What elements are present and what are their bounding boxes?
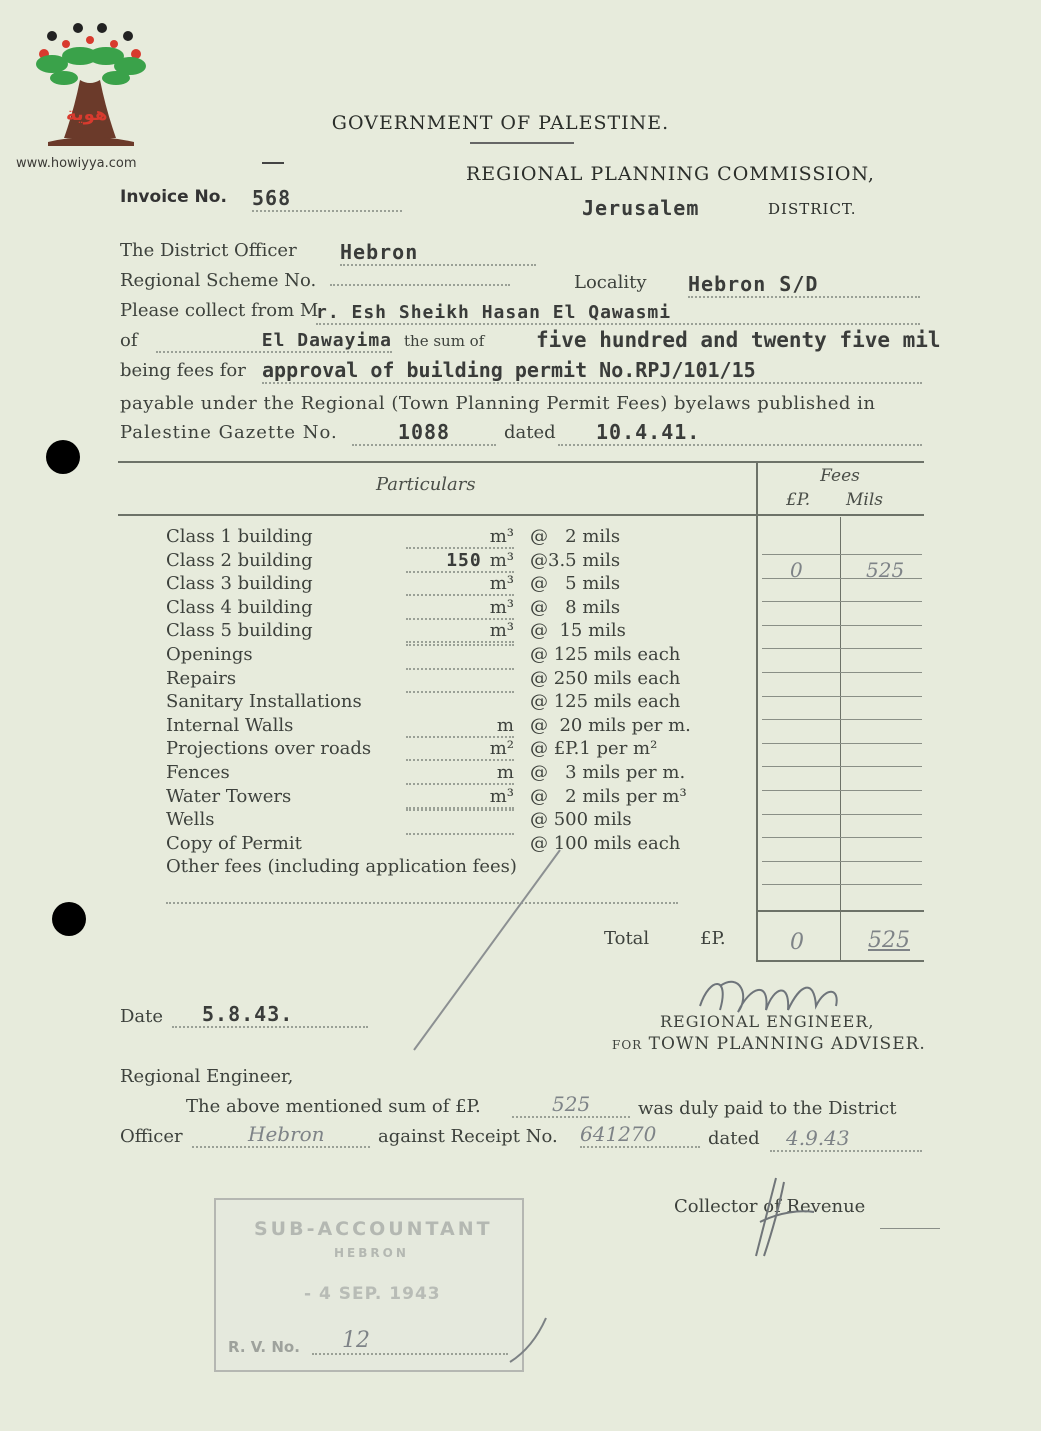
fee-item-quantity (406, 809, 514, 811)
total-mils: 525 (868, 928, 910, 953)
fee-item-rate: @ 250 mils each (530, 667, 681, 689)
fee-item-unit: m² (489, 738, 514, 760)
diagonal-strike (400, 840, 570, 1060)
fee-item-rate: @ 500 mils (530, 809, 632, 831)
stamp-rv-value: 12 (312, 1328, 508, 1355)
stamp-line-3: - 4 SEP. 1943 (304, 1284, 441, 1304)
fee-item-unit: m³ (489, 573, 514, 595)
fee-item-unit: m (496, 714, 514, 736)
fee-item-name: Sanitary Installations (166, 691, 362, 713)
receipt-date: 4.9.43 (770, 1126, 922, 1152)
fee-item-name: Fences (166, 762, 230, 783)
fee-item-rate: @ 2 mils (530, 526, 621, 547)
site-url: www.howiyya.com (16, 156, 137, 171)
fee-item-quantity (406, 526, 514, 549)
table-top-rule (118, 461, 924, 463)
fee-item-quantity (406, 644, 514, 646)
fee-grid-line (762, 861, 922, 862)
fees-column-divider (756, 461, 758, 961)
receipt-label: against Receipt No. (378, 1126, 558, 1147)
fee-item-quantity (406, 620, 514, 643)
fee-item-quantity (406, 573, 514, 596)
table-header-rule (118, 514, 924, 516)
fee-item-name: Class 2 building (166, 549, 313, 571)
fee-item-rate: @ 5 mils (530, 573, 621, 595)
fee-item-name: Other fees (including application fees) (166, 856, 517, 878)
fee-item-quantity (406, 691, 514, 693)
fee-grid-line (762, 766, 922, 767)
fee-grid-line (762, 837, 922, 838)
fees-label: being fees for (120, 360, 246, 381)
collect-label: Please collect from M (120, 300, 319, 321)
date-value: 5.8.43. (172, 1002, 368, 1028)
invoice-label: Invoice No. (120, 187, 227, 207)
of-label: of (120, 330, 138, 351)
fee-item-rate: @ 15 mils (530, 620, 626, 642)
fee-item-quantity (406, 597, 514, 620)
fee-item-quantity (406, 668, 514, 670)
family-tree-icon (30, 20, 150, 160)
fee-item-rate: @ 20 mils per m. (530, 714, 691, 736)
commission-title: REGIONAL PLANNING COMMISSION, (466, 163, 875, 185)
stamp-rv-label: R. V. No. (228, 1338, 300, 1356)
collector-rule (880, 1228, 940, 1229)
stamp-line-1: SUB-ACCOUNTANT (254, 1218, 493, 1240)
payable-text: payable under the Regional (Town Planning Permit Fees) byelaws published in (120, 393, 876, 414)
officer-value: Hebron (192, 1122, 370, 1148)
district-officer-label: The District Officer (120, 240, 297, 261)
invoice-dash (262, 162, 284, 164)
fee-grid-line (762, 696, 922, 697)
fee-item-lp: 0 (790, 557, 803, 582)
stamp-line-2: HEBRON (334, 1246, 409, 1260)
fee-item-quantity (406, 550, 514, 573)
of-value: El Dawayima (156, 330, 392, 353)
gazette-label: Palestine Gazette No. (120, 422, 338, 443)
gazette-date: 10.4.41. (558, 420, 922, 446)
punch-hole-top (46, 440, 80, 474)
district-officer-value: Hebron (340, 240, 536, 266)
fee-item-name: Openings (166, 644, 253, 665)
sum-label: the sum of (404, 332, 485, 350)
fee-grid-line (762, 814, 922, 815)
howiyya-logo (30, 20, 150, 160)
fee-item-name: Wells (166, 809, 215, 831)
fee-item-name: Class 5 building (166, 620, 313, 642)
fee-grid-line (762, 648, 922, 649)
total-bottom-rule (756, 960, 924, 962)
fee-grid-line (762, 554, 922, 555)
receipt-number: 641270 (580, 1122, 700, 1148)
collect-value: r. Esh Sheikh Hasan El Qawasmi (316, 302, 920, 325)
addressee: Regional Engineer, (120, 1066, 294, 1087)
fee-grid-line (762, 884, 922, 885)
mils-column-divider (840, 517, 841, 961)
fee-item-quantity (406, 715, 514, 738)
fee-grid-line (762, 672, 922, 673)
mils-header: Mils (846, 490, 884, 510)
fee-item-unit: m³ (489, 549, 514, 571)
receipt-dated-label: dated (708, 1128, 760, 1149)
receipt-stamp (214, 1198, 524, 1372)
fee-item-name: Copy of Permit (166, 832, 302, 854)
fee-item-rate: @3.5 mils (530, 549, 621, 571)
fees-value: approval of building permit No.RPJ/101/15 (262, 358, 922, 384)
district-label: DISTRICT. (768, 200, 857, 218)
total-label: Total (604, 928, 650, 949)
fee-item-rate: @ 2 mils per m³ (530, 785, 687, 807)
engineer-for: for TOWN PLANNING ADVISER. (612, 1034, 926, 1054)
total-top-rule (756, 910, 924, 912)
particulars-header: Particulars (376, 474, 476, 495)
fees-header: Fees (820, 466, 860, 486)
locality-value: Hebron S/D (688, 272, 920, 298)
fee-grid-line (762, 790, 922, 791)
district-value: Jerusalem (582, 196, 700, 220)
paid-text-2: was duly paid to the District (638, 1098, 897, 1119)
fee-item-quantity (406, 738, 514, 761)
title-rule (470, 142, 574, 144)
paid-sum: 525 (512, 1092, 630, 1118)
fee-item-quantity (406, 786, 514, 809)
punch-hole-bottom (52, 902, 86, 936)
gazette-number: 1088 (352, 420, 496, 446)
stamp-tick (500, 1312, 560, 1372)
fee-grid-line (762, 601, 922, 602)
scheme-blank (330, 284, 510, 286)
fee-item-rate: @ 3 mils per m. (530, 762, 686, 783)
fee-item-unit: m³ (489, 596, 514, 618)
fee-grid-line (762, 719, 922, 720)
fee-item-name: Internal Walls (166, 714, 294, 736)
fee-item-name: Class 3 building (166, 573, 313, 595)
fee-item-name: Projections over roads (166, 738, 372, 760)
total-lp: 0 (790, 930, 804, 955)
lp-header: £P. (786, 490, 811, 510)
fee-item-unit: m³ (489, 620, 514, 642)
government-title: GOVERNMENT OF PALESTINE. (331, 112, 670, 134)
fee-item-rate: @ 8 mils (530, 596, 621, 618)
fee-item-unit: m (496, 762, 514, 783)
collector-label: Collector of Revenue (674, 1196, 866, 1217)
officer-label: Officer (120, 1126, 183, 1147)
fee-item-name: Water Towers (166, 785, 292, 807)
fee-item-rate: @ 125 mils each (530, 691, 681, 713)
locality-label: Locality (574, 272, 647, 293)
fee-item-name: Repairs (166, 667, 237, 689)
logo-brand-text: هوية (66, 104, 108, 125)
total-currency: £P. (700, 928, 726, 949)
fee-item-rate: @ 100 mils each (530, 832, 681, 854)
fee-item-quantity (406, 833, 514, 835)
fee-item-name: Class 1 building (166, 526, 313, 547)
fee-item-unit: m³ (489, 526, 514, 547)
collector-signature (740, 1172, 820, 1262)
fee-item-unit: m³ (489, 785, 514, 807)
fee-item-name: Class 4 building (166, 596, 313, 618)
fee-item-rate: @ £P.1 per m² (530, 738, 658, 760)
fee-grid-line (762, 625, 922, 626)
fee-item-mils: 525 (866, 557, 905, 582)
fee-item-quantity (406, 762, 514, 785)
fee-grid-line (762, 743, 922, 744)
engineer-title: REGIONAL ENGINEER, (660, 1012, 875, 1031)
scheme-label: Regional Scheme No. (120, 270, 317, 291)
fee-item-qty-value: 150 (446, 549, 482, 571)
paid-text-1: The above mentioned sum of £P. (186, 1096, 481, 1117)
invoice-number: 568 (252, 186, 402, 212)
fee-item-rate: @ 125 mils each (530, 644, 681, 665)
gazette-dated-label: dated (504, 422, 556, 443)
sum-value: five hundred and twenty five mil (536, 328, 941, 352)
date-label: Date (120, 1006, 164, 1027)
